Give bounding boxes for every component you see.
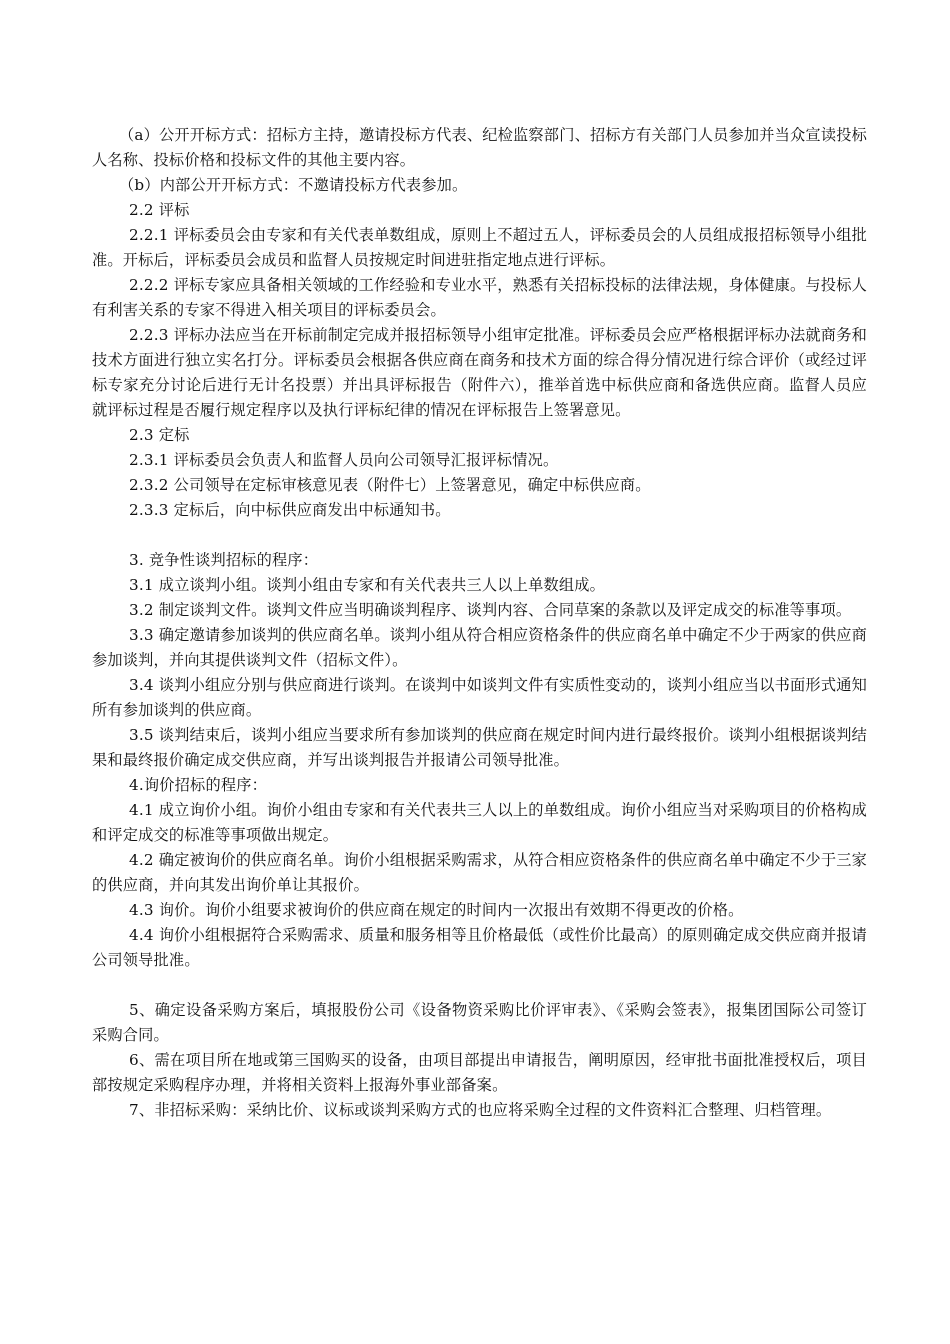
heading-3-negotiation: 3. 竞争性谈判招标的程序： (129, 551, 319, 569)
heading-4-inquiry: 4.询价招标的程序： (129, 776, 267, 794)
paragraph-3-4: 3.4 谈判小组应分别与供应商进行谈判。在谈判中如谈判文件有实质性变动的，谈判小组应当以书面形式通知所有参加谈判的供应商。 (92, 676, 867, 719)
paragraph-6: 6、需在项目所在地或第三国购买的设备，由项目部提出申请报告，阐明原因，经审批书面批准授权后，项目部按规定采购程序办理，并将相关资料上报海外事业部备案。 (92, 1051, 867, 1094)
paragraph-open-bid-internal: （b）内部公开开标方式：不邀请投标方代表参加。 (119, 176, 468, 194)
blank-line (92, 523, 867, 548)
paragraph-7: 7、非招标采购：采纳比价、议标或谈判采购方式的也应将采购全过程的文件资料汇合整理、归档管理。 (129, 1101, 832, 1119)
heading-2-3-award: 2.3 定标 (129, 426, 190, 444)
heading-2-2-evaluation: 2.2 评标 (129, 201, 190, 219)
paragraph-3-1: 3.1 成立谈判小组。谈判小组由专家和有关代表共三人以上单数组成。 (129, 576, 606, 594)
paragraph-3-3: 3.3 确定邀请参加谈判的供应商名单。谈判小组从符合相应资格条件的供应商名单中确定不少于两家的供应商参加谈判，并向其提供谈判文件（招标文件）。 (92, 626, 867, 669)
paragraph-3-2: 3.2 制定谈判文件。谈判文件应当明确谈判程序、谈判内容、合同草案的条款以及评定成交的标准等事项。 (129, 601, 852, 619)
paragraph-4-1: 4.1 成立询价小组。询价小组由专家和有关代表共三人以上的单数组成。询价小组应当对采购项目的价格构成和评定成交的标准等事项做出规定。 (92, 801, 867, 844)
paragraph-2-2-3: 2.2.3 评标办法应当在开标前制定完成并报招标领导小组审定批准。评标委员会应严格根据评标办法就商务和技术方面进行独立实名打分。评标委员会根据各供应商在商务和技术方面的综合得分情况进行综合评价（或经过评标专家充分讨论后进行无计名投票）并出具评标报告（附件六），推举首选中标供应商和备选供应商。监督人员应就评标过程是否履行规定程序以及执行评标纪律的情况在评标报告上签署意见。 (92, 326, 867, 419)
paragraph-2-3-1: 2.3.1 评标委员会负责人和监督人员向公司领导汇报评标情况。 (129, 451, 559, 469)
paragraph-open-bid-public: （a）公开开标方式：招标方主持，邀请投标方代表、纪检监察部门、招标方有关部门人员参加并当众宣读投标人名称、投标价格和投标文件的其他主要内容。 (92, 126, 867, 169)
paragraph-2-3-2: 2.3.2 公司领导在定标审核意见表（附件七）上签署意见，确定中标供应商。 (129, 476, 651, 494)
paragraph-2-2-2: 2.2.2 评标专家应具备相关领域的工作经验和专业水平，熟悉有关招标投标的法律法规，身体健康。与投标人有利害关系的专家不得进入相关项目的评标委员会。 (92, 276, 867, 319)
blank-line (92, 973, 867, 998)
paragraph-3-5: 3.5 谈判结束后，谈判小组应当要求所有参加谈判的供应商在规定时间内进行最终报价。谈判小组根据谈判结果和最终报价确定成交供应商，并写出谈判报告并报请公司领导批准。 (92, 726, 867, 769)
paragraph-5: 5、确定设备采购方案后，填报股份公司《设备物资采购比价评审表》、《采购会签表》，报集团国际公司签订采购合同。 (92, 1001, 867, 1044)
paragraph-2-2-1: 2.2.1 评标委员会由专家和有关代表单数组成，原则上不超过五人，评标委员会的人员组成报招标领导小组批准。开标后，评标委员会成员和监督人员按规定时间进驻指定地点进行评标。 (92, 226, 867, 269)
paragraph-2-3-3: 2.3.3 定标后，向中标供应商发出中标通知书。 (129, 501, 451, 519)
document-page (92, 123, 867, 1123)
paragraph-4-4: 4.4 询价小组根据符合采购需求、质量和服务相等且价格最低（或性价比最高）的原则确定成交供应商并报请公司领导批准。 (92, 926, 867, 969)
paragraph-4-2: 4.2 确定被询价的供应商名单。询价小组根据采购需求，从符合相应资格条件的供应商名单中确定不少于三家的供应商，并向其发出询价单让其报价。 (92, 851, 867, 894)
paragraph-4-3: 4.3 询价。询价小组要求被询价的供应商在规定的时间内一次报出有效期不得更改的价格。 (129, 901, 744, 919)
